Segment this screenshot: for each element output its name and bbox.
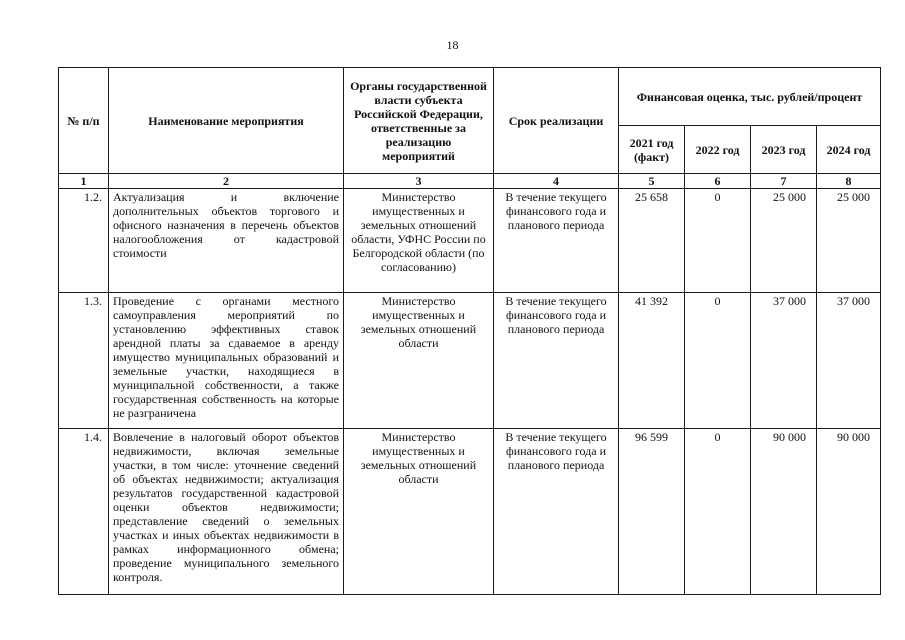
responsible-org: Министерство имущественных и земельных отношений области, УФНС России по Белгородской области (по согласованию) xyxy=(344,189,494,293)
table-row xyxy=(59,429,881,595)
col-number: 3 xyxy=(344,174,494,189)
column-numbers-row xyxy=(59,174,881,189)
col-number: 8 xyxy=(817,174,881,189)
term: В течение текущего финансового года и планового периода xyxy=(494,293,619,429)
value-2021: 96 599 xyxy=(619,429,685,595)
header-year-2022: 2022 год xyxy=(685,126,751,174)
value-2024: 25 000 xyxy=(817,189,881,293)
table-row xyxy=(59,293,881,429)
value-2023: 90 000 xyxy=(751,429,817,595)
measure-name: Вовлечение в налоговый оборот объектов недвижимости, включая земельные участки, в том числе: уточнение сведений об объектах недвижимости; актуализация результатов государственной кадастровой оценки объектов недвижимости; представление сведений о земельных участках и иных объектах недвижимости в рамках информационного обмена; проведение муниципального земельного контроля. xyxy=(109,429,344,595)
header-term: Срок реализации xyxy=(494,68,619,174)
term: В течение текущего финансового года и планового периода xyxy=(494,429,619,595)
header-year-2024: 2024 год xyxy=(817,126,881,174)
header-financial: Финансовая оценка, тыс. рублей/процент xyxy=(619,68,881,126)
col-number: 4 xyxy=(494,174,619,189)
col-number: 7 xyxy=(751,174,817,189)
col-number: 6 xyxy=(685,174,751,189)
row-number: 1.3. xyxy=(59,293,109,429)
responsible-org: Министерство имущественных и земельных отношений области xyxy=(344,293,494,429)
col-number: 1 xyxy=(59,174,109,189)
responsible-org: Министерство имущественных и земельных отношений области xyxy=(344,429,494,595)
header-year-2021: 2021 год (факт) xyxy=(619,126,685,174)
value-2022: 0 xyxy=(685,189,751,293)
measure-name: Актуализация и включение дополнительных объектов торгового и офисного назначения в перечень объектов налогообложения от кадастровой стоимости xyxy=(109,189,344,293)
col-number: 5 xyxy=(619,174,685,189)
value-2024: 37 000 xyxy=(817,293,881,429)
row-number: 1.2. xyxy=(59,189,109,293)
table-row xyxy=(59,189,881,293)
row-number: 1.4. xyxy=(59,429,109,595)
col-number: 2 xyxy=(109,174,344,189)
term: В течение текущего финансового года и планового периода xyxy=(494,189,619,293)
header-name: Наименование мероприятия xyxy=(109,68,344,174)
header-year-2023: 2023 год xyxy=(751,126,817,174)
value-2022: 0 xyxy=(685,429,751,595)
page-number: 18 xyxy=(446,38,459,52)
value-2023: 25 000 xyxy=(751,189,817,293)
value-2023: 37 000 xyxy=(751,293,817,429)
header-num: № п/п xyxy=(59,68,109,174)
value-2022: 0 xyxy=(685,293,751,429)
value-2021: 41 392 xyxy=(619,293,685,429)
measure-name: Проведение с органами местного самоуправления мероприятий по установлению эффективных ставок арендной платы за сдаваемое в аренду имущество муниципальных образований и земельные участки, находящиеся в муниципальной собственности, а также государственная собственность на которые не разграничена xyxy=(109,293,344,429)
value-2024: 90 000 xyxy=(817,429,881,595)
header-org: Органы государственной власти субъекта Российской Федерации, ответственные за реализацию мероприятий xyxy=(344,68,494,174)
value-2021: 25 658 xyxy=(619,189,685,293)
measures-table xyxy=(58,67,881,595)
